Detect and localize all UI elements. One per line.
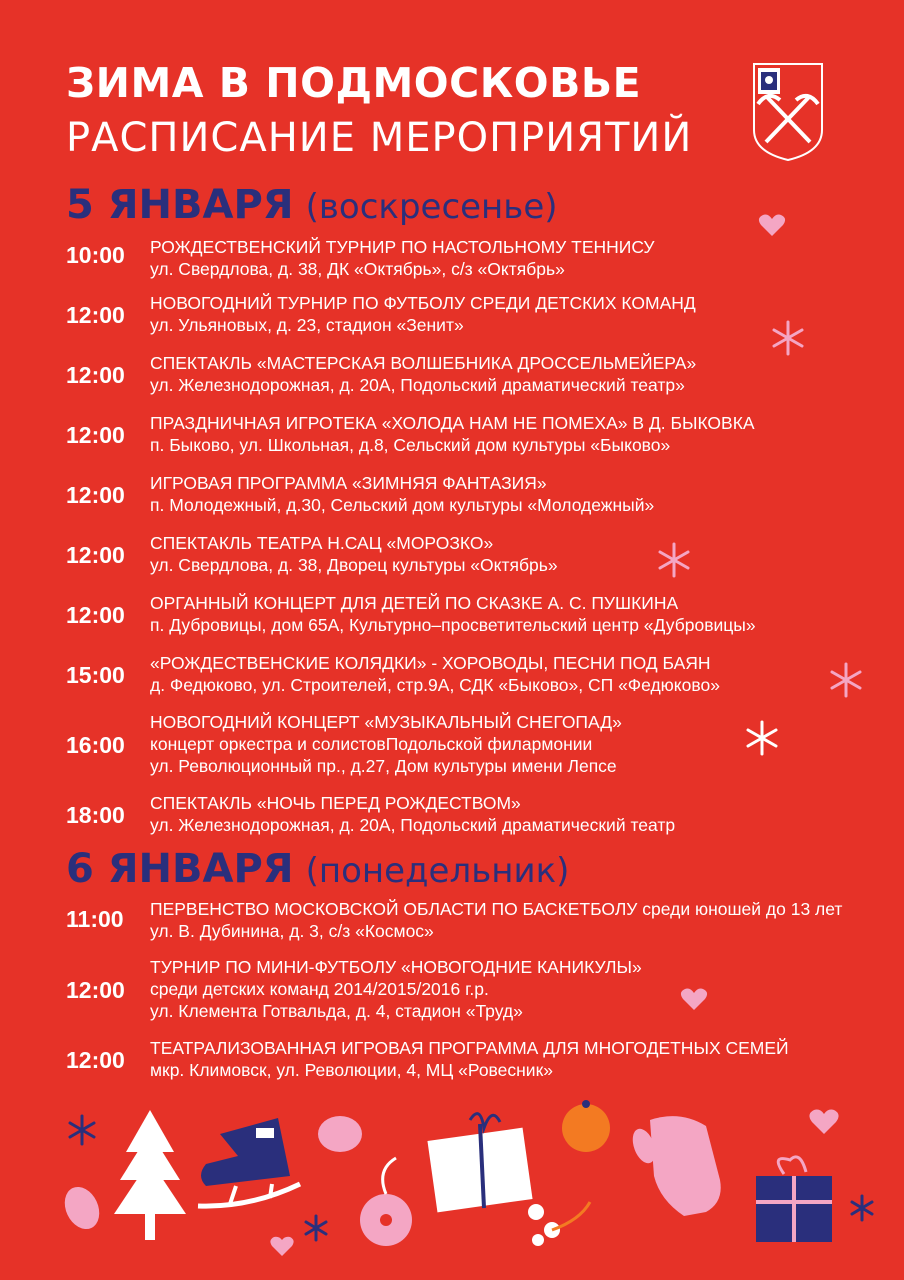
event-venue: ул. Железнодорожная, д. 20А, Подольский драматический театр [150, 815, 676, 835]
day-weekday: (понедельник) [305, 851, 570, 891]
event-venue: п. Дубровицы, дом 65А, Культурно–просветительский центр «Дубровицы» [150, 615, 756, 635]
event-details [150, 592, 756, 636]
event-venue: д. Федюково, ул. Строителей, стр.9А, СДК «Быково», СП «Федюково» [150, 675, 720, 695]
event-venue: ул. В. Дубинина, д. 3, с/з «Космос» [150, 921, 434, 941]
event-venue: мкр. Климовск, ул. Революции, 4, МЦ «Ровесник» [150, 1060, 553, 1080]
event-time: 18:00 [66, 802, 125, 828]
berries-icon [528, 1202, 590, 1246]
event-subtitle: концерт оркестра и солистовПодольской филармонии [150, 734, 593, 754]
event-venue: п. Быково, ул. Школьная, д.8, Сельский дом культуры «Быково» [150, 435, 671, 455]
event-title: ПЕРВЕНСТВО МОСКОВСКОЙ ОБЛАСТИ ПО БАСКЕТБОЛУ среди юношей до 13 лет [150, 899, 843, 919]
event-time: 10:00 [66, 242, 125, 268]
event-time: 11:00 [66, 906, 124, 932]
event-details [150, 792, 675, 836]
event-time: 15:00 [66, 662, 125, 688]
event-title: ИГРОВАЯ ПРОГРАММА «ЗИМНЯЯ ФАНТАЗИЯ» [150, 473, 547, 493]
event-details [150, 236, 655, 280]
day-header [66, 846, 569, 892]
event-time: 12:00 [66, 302, 125, 328]
event-details [150, 292, 696, 336]
holiday-decorations [0, 1080, 904, 1280]
event-venue: ул. Революционный пр., д.27, Дом культуры имени Лепсе [150, 756, 617, 776]
gift-icon [427, 1114, 532, 1213]
event-subtitle: среди детских команд 2014/2015/2016 г.р. [150, 979, 489, 999]
snowflake-icon [744, 720, 780, 756]
crest-icon [750, 60, 826, 164]
ornament-icon [360, 1158, 412, 1246]
event-title: СПЕКТАКЛЬ ТЕАТРА Н.САЦ «МОРОЗКО» [150, 533, 494, 553]
event-title: ТУРНИР ПО МИНИ-ФУТБОЛУ «НОВОГОДНИЕ КАНИКУЛЫ» [150, 957, 642, 977]
snowflake-icon [70, 1116, 94, 1144]
event-time: 12:00 [66, 1047, 125, 1073]
snowflake-icon [306, 1216, 326, 1240]
event-details [150, 532, 558, 576]
orange-icon [562, 1100, 610, 1152]
skate-icon [198, 1118, 300, 1206]
snowflake-icon [852, 1196, 872, 1220]
event-details [150, 1037, 789, 1081]
event-time: 16:00 [66, 732, 125, 758]
event-title: ОРГАННЫЙ КОНЦЕРТ ДЛЯ ДЕТЕЙ ПО СКАЗКЕ А. С. ПУШКИНА [150, 593, 679, 613]
event-details [150, 412, 755, 456]
snowflake-icon [770, 320, 806, 356]
heart-icon [758, 212, 786, 238]
event-details [150, 711, 622, 777]
tree-icon [114, 1110, 186, 1240]
event-time: 12:00 [66, 362, 125, 388]
snowflake-icon [828, 662, 864, 698]
mitten-icon [628, 1116, 720, 1216]
event-details [150, 352, 696, 396]
gift-icon [756, 1157, 832, 1242]
event-title: НОВОГОДНИЙ ТУРНИР ПО ФУТБОЛУ СРЕДИ ДЕТСКИХ КОМАНД [150, 293, 696, 313]
snowflake-icon [656, 542, 692, 578]
event-details [150, 472, 654, 516]
event-venue: ул. Свердлова, д. 38, Дворец культуры «Октябрь» [150, 555, 558, 575]
event-details [150, 956, 642, 1022]
event-title: ТЕАТРАЛИЗОВАННАЯ ИГРОВАЯ ПРОГРАММА ДЛЯ МНОГОДЕТНЫХ СЕМЕЙ [150, 1038, 789, 1058]
day-weekday: (воскресенье) [305, 187, 558, 227]
poster-title: ЗИМА В ПОДМОСКОВЬЕ [66, 59, 642, 107]
event-details [150, 898, 842, 942]
event-time: 12:00 [66, 422, 125, 448]
day-date: 6 ЯНВАРЯ [66, 846, 294, 892]
event-time: 12:00 [66, 542, 125, 568]
day-header [66, 182, 558, 228]
event-venue: ул. Клемента Готвальда, д. 4, стадион «Труд» [150, 1001, 523, 1021]
event-venue: ул. Свердлова, д. 38, ДК «Октябрь», с/з «Октябрь» [150, 259, 565, 279]
event-venue: ул. Железнодорожная, д. 20А, Подольский драматический театр» [150, 375, 685, 395]
event-title: НОВОГОДНИЙ КОНЦЕРТ «МУЗЫКАЛЬНЫЙ СНЕГОПАД» [150, 712, 622, 732]
heart-icon [680, 986, 708, 1012]
event-venue: п. Молодежный, д.30, Сельский дом культуры «Молодежный» [150, 495, 655, 515]
event-title: РОЖДЕСТВЕНСКИЙ ТУРНИР ПО НАСТОЛЬНОМУ ТЕННИСУ [150, 237, 655, 257]
poster-subtitle: РАСПИСАНИЕ МЕРОПРИЯТИЙ [66, 115, 693, 161]
event-details [150, 652, 720, 696]
event-venue: ул. Ульяновых, д. 23, стадион «Зенит» [150, 315, 464, 335]
event-title: СПЕКТАКЛЬ «МАСТЕРСКАЯ ВОЛШЕБНИКА ДРОССЕЛЬМЕЙЕРА» [150, 353, 697, 373]
event-title: СПЕКТАКЛЬ «НОЧЬ ПЕРЕД РОЖДЕСТВОМ» [150, 793, 521, 813]
day-date: 5 ЯНВАРЯ [66, 182, 294, 228]
event-time: 12:00 [66, 602, 125, 628]
event-title: ПРАЗДНИЧНАЯ ИГРОТЕКА «ХОЛОДА НАМ НЕ ПОМЕХА» В Д. БЫКОВКА [150, 413, 755, 433]
event-time: 12:00 [66, 482, 125, 508]
event-time: 12:00 [66, 977, 125, 1003]
event-title: «РОЖДЕСТВЕНСКИЕ КОЛЯДКИ» - ХОРОВОДЫ, ПЕСНИ ПОД БАЯН [150, 653, 711, 673]
